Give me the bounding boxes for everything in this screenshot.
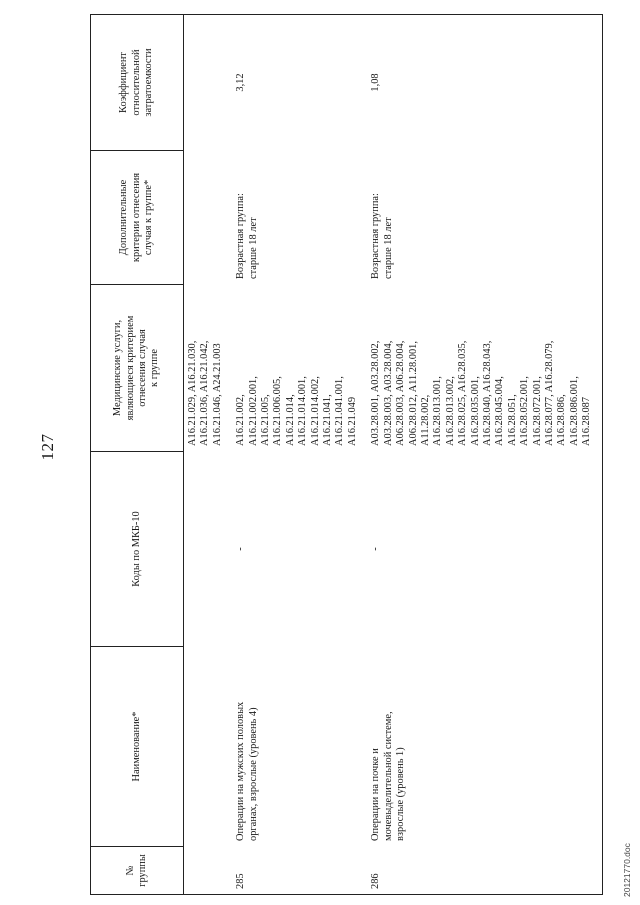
table-row-286	[367, 15, 602, 895]
text-line: A16.21.046, A24.21.003	[211, 343, 223, 446]
text-line: старше 18 лет	[247, 217, 259, 279]
table-row-continuation	[184, 15, 233, 895]
text-line: старше 18 лет	[382, 217, 394, 279]
cell-services	[184, 285, 233, 452]
footer-filename: 20121770.doc	[622, 843, 632, 897]
cell-services	[367, 285, 602, 452]
text-line: A16.28.040, A16.28.043,	[481, 340, 493, 446]
text-line: органах, взрослые (уровень 4)	[247, 707, 259, 841]
cell-group-no	[184, 847, 233, 895]
text-line: к группе	[149, 349, 161, 387]
tariff-groups-table	[90, 14, 603, 895]
text-line: A16.28.013.001,	[432, 376, 444, 446]
text-line: A16.21.049	[346, 396, 358, 446]
text-line: A06.28.003, A06.28.004,	[395, 340, 407, 446]
text-line: A16.21.006.005,	[272, 376, 284, 446]
text-line: A16.21.002.001,	[247, 376, 259, 446]
text-line: A16.21.041.001,	[334, 376, 346, 446]
header-name	[91, 647, 184, 847]
text-line: A16.21.005,	[260, 394, 272, 446]
text-line: A16.28.086,	[556, 394, 568, 446]
text-line: Операции на мужских половых	[235, 701, 247, 841]
header-mkb-codes	[91, 452, 184, 647]
cell-mkb: -	[235, 547, 247, 551]
text-line: A03.28.001, A03.28.002,	[370, 340, 382, 446]
header-medical-services	[91, 285, 184, 452]
text-line: A16.21.014.001,	[297, 376, 309, 446]
text-line: A16.21.036, A16.21.042,	[199, 340, 211, 446]
text-line: A16.21.014,	[284, 394, 296, 446]
header-cost-coefficient	[91, 15, 184, 151]
text-line: A16.28.025, A16.28.035,	[457, 340, 469, 446]
page-number: 127	[38, 433, 57, 461]
text-line: A16.21.014.002,	[309, 376, 321, 446]
header-group-no	[91, 847, 184, 895]
cell-group-no: 285	[232, 847, 367, 895]
table-row-285	[232, 15, 367, 895]
text-line: A11.28.002,	[419, 394, 431, 446]
text-line: №	[124, 865, 136, 876]
text-line: A06.28.012, A11.28.001,	[407, 341, 419, 446]
cell-coefficient	[184, 15, 233, 151]
cell-coefficient: 3,12	[232, 15, 367, 151]
cell-mkb	[184, 452, 233, 647]
text-line: критерии отнесения	[130, 172, 142, 263]
text-line: взрослые (уровень 1)	[395, 747, 407, 841]
text-line: относительной	[130, 49, 142, 116]
cell-name	[232, 647, 367, 847]
text-line: A16.21.041,	[322, 394, 334, 446]
text-line: случая к группе*	[143, 179, 155, 256]
text-line: Дополнительные	[118, 179, 130, 256]
cell-name	[184, 647, 233, 847]
text-line: отнесения случая	[137, 329, 148, 407]
cell-coefficient: 1,08	[367, 15, 602, 151]
text-line: Коэффициент	[118, 52, 130, 113]
cell-criteria	[232, 151, 367, 285]
text-line: затратоемкости	[143, 48, 155, 117]
table-header-row	[91, 15, 184, 895]
text-line: Медицинские услуги,	[112, 319, 124, 417]
text-line: являющиеся критерием	[124, 315, 136, 421]
cell-services	[232, 285, 367, 452]
text-line: Операции на почке и	[370, 748, 382, 841]
cell-mkb: -	[367, 452, 602, 647]
text-line: Коды по МКБ-10	[130, 511, 142, 587]
text-line: A03.28.003, A03.28.004,	[382, 340, 394, 446]
cell-name	[367, 647, 602, 847]
text-line: A16.28.013.002,	[444, 376, 456, 446]
table-body	[184, 15, 603, 895]
text-line: A16.28.052.001,	[519, 376, 531, 446]
text-line: Возрастная группа:	[235, 193, 247, 279]
text-line: Возрастная группа:	[370, 193, 382, 279]
text-line: A16.21.002,	[235, 394, 247, 446]
cell-group-no: 286	[367, 847, 602, 895]
cell-criteria	[184, 151, 233, 285]
text-line: A16.28.035.001,	[469, 376, 481, 446]
text-line: A16.21.029, A16.21.030,	[187, 340, 198, 446]
text-line: A16.28.045.004,	[494, 376, 506, 446]
text-line: A16.28.086.001,	[568, 376, 580, 446]
header-additional-criteria	[91, 151, 184, 285]
text-line: A16.28.072.001,	[531, 376, 543, 446]
text-line: Наименование*	[130, 711, 142, 782]
text-line: A16.28.087	[581, 396, 593, 446]
text-line: A16.28.077, A16.28.079,	[543, 340, 555, 446]
text-line: мочевыделительной системе,	[382, 711, 394, 841]
cell-criteria	[367, 151, 602, 285]
text-line: A16.28.051,	[506, 394, 518, 446]
text-line: группы	[137, 854, 148, 887]
